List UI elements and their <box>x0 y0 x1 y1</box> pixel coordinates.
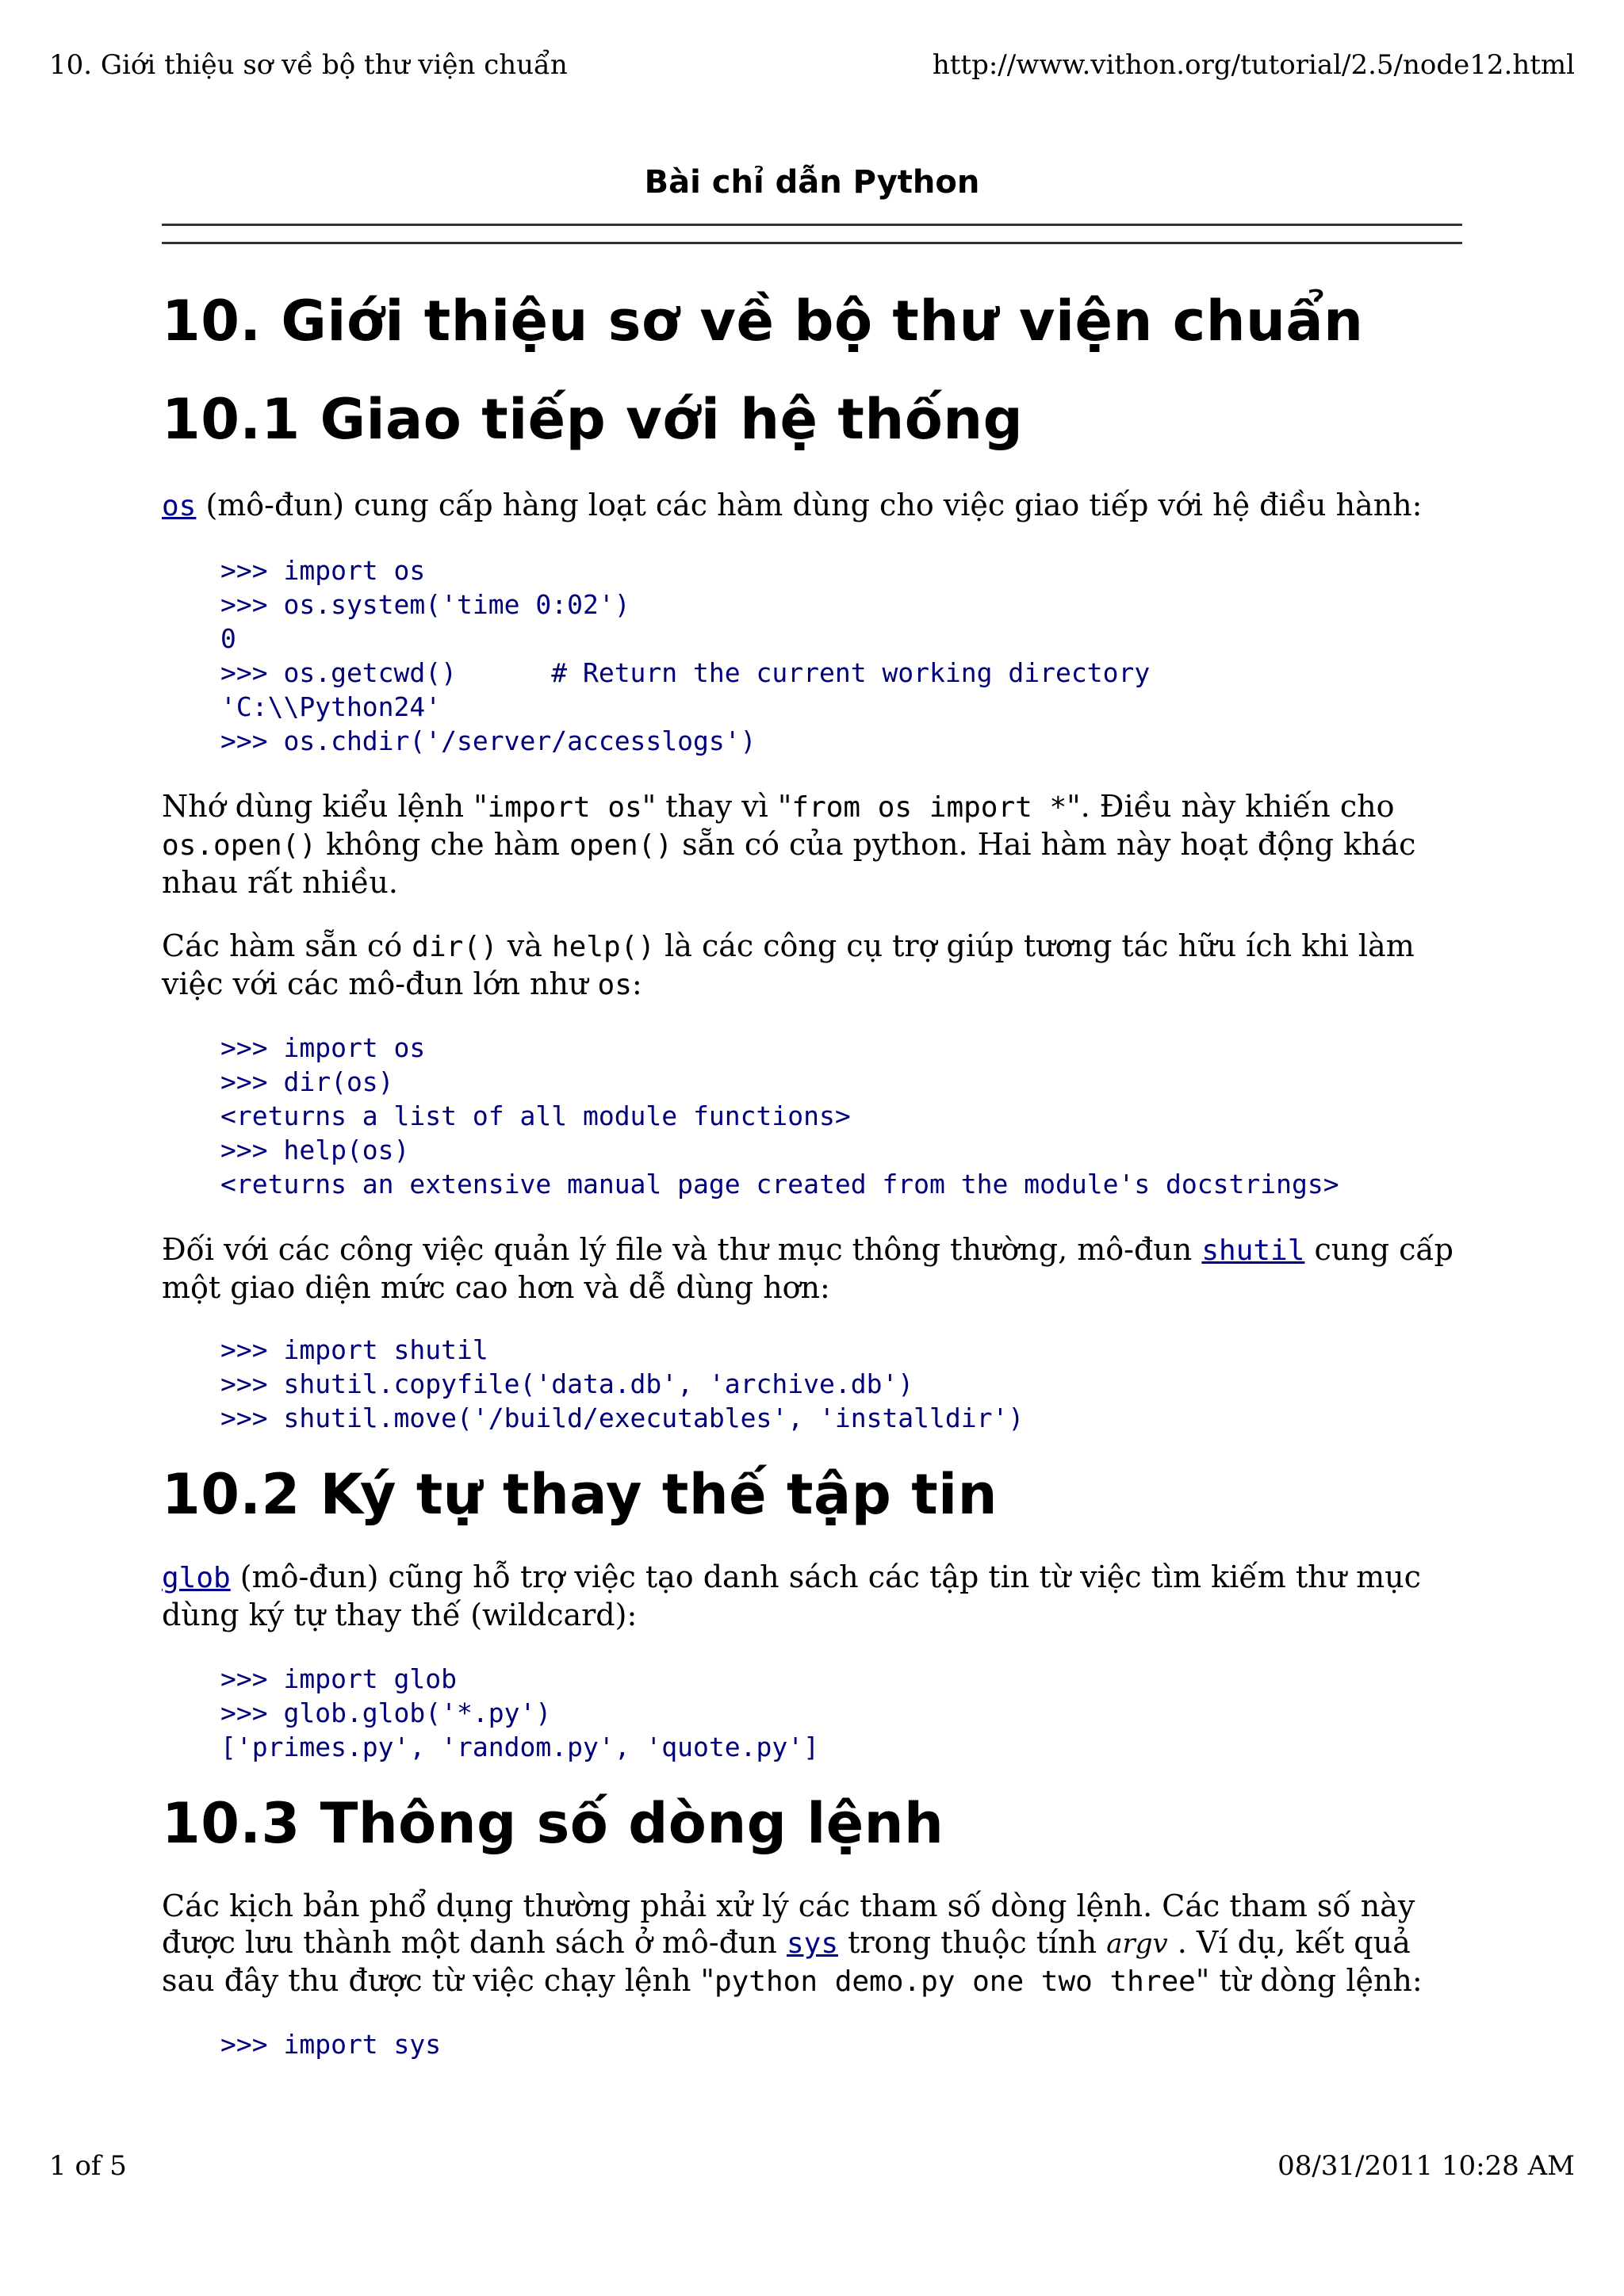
text: sẵn có của python. Hai hàm này hoạt động khác nhau rất nhiều. <box>162 827 1416 900</box>
print-header-title: 10. Giới thiệu sơ về bộ thư viện chuẩn <box>49 49 568 81</box>
text: trong thuộc tính <box>838 1925 1107 1960</box>
print-header <box>49 49 1575 81</box>
code-line: >>> glob.glob('*.py') <box>220 1697 552 1728</box>
text: và <box>497 928 552 963</box>
text: ". Điều này khiến cho <box>1067 789 1395 824</box>
print-timestamp: 08/31/2011 10:28 AM <box>1277 2150 1575 2182</box>
code-line: >>> dir(os) <box>220 1066 394 1097</box>
code-line: >>> import shutil <box>220 1334 488 1365</box>
text: cung cấp một giao diện mức cao hơn và dễ dùng hơn: <box>162 1232 1454 1305</box>
print-header-url: http://www.vithon.org/tutorial/2.5/node12.html <box>932 49 1575 81</box>
section-title-10-1: 10.1 Giao tiếp với hệ thống <box>162 387 1024 452</box>
text: Các hàm sẵn có <box>162 928 412 963</box>
print-footer <box>49 2150 1575 2182</box>
inline-code: os <box>597 969 632 1001</box>
code-line: <returns an extensive manual page created from the module's docstrings> <box>220 1169 1339 1200</box>
section-title-10-3: 10.3 Thông số dòng lệnh <box>162 1791 944 1856</box>
code-line: >>> import glob <box>220 1663 458 1694</box>
inline-code: os.open() <box>162 829 317 862</box>
page-content <box>162 159 1462 2061</box>
code-line: >>> shutil.copyfile('data.db', 'archive.db') <box>220 1368 914 1399</box>
divider <box>162 242 1462 244</box>
chapter-title: 10. Giới thiệu sơ về bộ thư viện chuẩn <box>162 289 1364 354</box>
inline-code: open() <box>569 829 673 862</box>
code-block <box>162 1662 1462 1764</box>
code-line: ['primes.py', 'random.py', 'quote.py'] <box>220 1732 819 1762</box>
code-line: >>> os.system('time 0:02') <box>220 589 630 620</box>
paragraph <box>162 487 1462 525</box>
code-line: >>> import os <box>220 555 426 586</box>
text: Các kịch bản phổ dụng thường phải xử lý các tham số dòng lệnh. Các tham số này được lưu thành một danh sách ở mô-đun <box>162 1888 1415 1960</box>
code-line: >>> help(os) <box>220 1135 410 1165</box>
code-block <box>162 1031 1462 1201</box>
section-title-10-2: 10.2 Ký tự thay thế tập tin <box>162 1462 998 1527</box>
code-line: >>> import os <box>220 1032 426 1063</box>
code-line: >>> import sys <box>220 2029 442 2060</box>
text: " thay vì " <box>642 789 792 824</box>
code-line: >>> os.chdir('/server/accesslogs') <box>220 725 756 756</box>
text: Đối với các công việc quản lý file và thư mục thông thường, mô-đun <box>162 1232 1202 1267</box>
code-line: >>> os.getcwd() # Return the current working directory <box>220 657 1151 688</box>
code-line: 0 <box>220 623 236 654</box>
text: . Ví dụ, kết quả sau đây thu được từ việc chạy lệnh " <box>162 1925 1411 1998</box>
code-line: 'C:\\Python24' <box>220 691 442 722</box>
inline-code: dir() <box>412 931 498 963</box>
inline-code: import os <box>487 791 642 824</box>
code-block <box>162 1333 1462 1435</box>
attribute-name: argv <box>1106 1928 1168 1960</box>
nav-title: Bài chỉ dẫn Python <box>644 164 980 201</box>
page-number: 1 of 5 <box>49 2150 127 2182</box>
text: : <box>631 966 642 1001</box>
code-line: <returns a list of all module functions> <box>220 1100 851 1131</box>
paragraph <box>162 788 1462 901</box>
paragraph <box>162 1231 1462 1306</box>
code-block <box>162 553 1462 758</box>
shutil-module-link[interactable]: shutil <box>1201 1234 1305 1267</box>
code-block <box>162 2027 1462 2061</box>
paragraph-text: (mô-đun) cung cấp hàng loạt các hàm dùng cho việc giao tiếp với hệ điều hành: <box>196 488 1423 522</box>
code-line: >>> shutil.move('/build/executables', 'installdir') <box>220 1402 1025 1433</box>
text: không che hàm <box>316 827 569 862</box>
text: Nhớ dùng kiểu lệnh " <box>162 789 488 824</box>
inline-code: from os import * <box>791 791 1067 824</box>
text: là các công cụ trợ giúp tương tác hữu ích khi làm việc với các mô-đun lớn như <box>162 928 1415 1001</box>
paragraph <box>162 1559 1462 1633</box>
inline-code: python demo.py one two three <box>714 1965 1196 1998</box>
sys-module-link[interactable]: sys <box>786 1927 838 1960</box>
os-module-link[interactable]: os <box>162 490 197 522</box>
text: " từ dòng lệnh: <box>1195 1963 1423 1998</box>
divider <box>162 224 1462 226</box>
inline-code: help() <box>551 931 655 963</box>
paragraph <box>162 928 1462 1004</box>
glob-module-link[interactable]: glob <box>162 1562 231 1594</box>
paragraph <box>162 1888 1462 2000</box>
paragraph-text: (mô-đun) cũng hỗ trợ việc tạo danh sách các tập tin từ việc tìm kiếm thư mục dùng ký tự thay thế (wildcard): <box>162 1559 1421 1632</box>
